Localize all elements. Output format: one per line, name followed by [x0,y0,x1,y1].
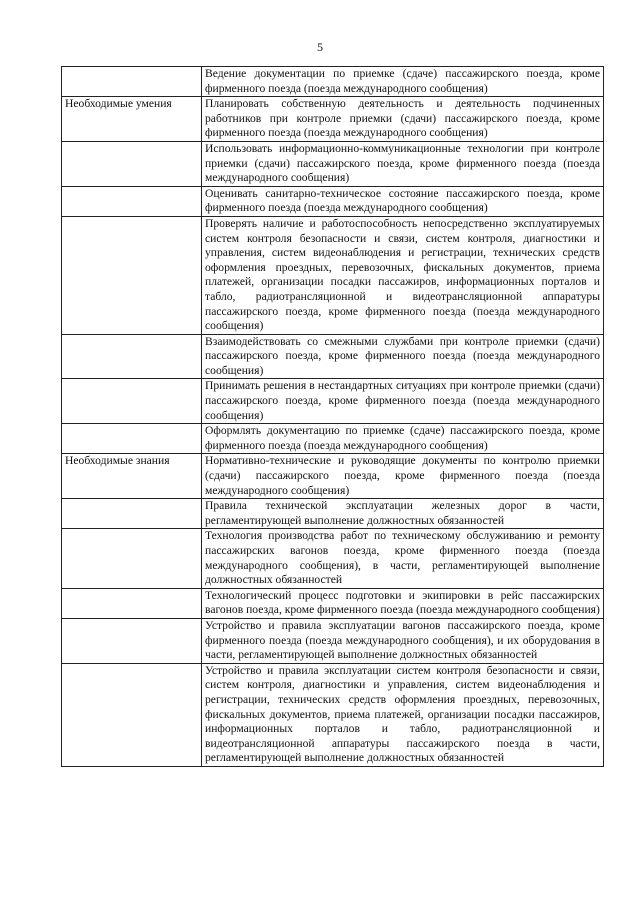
row-text-cell [202,216,604,334]
row-text-cell [202,663,604,766]
row-label-cell [62,663,202,766]
table-row [62,618,604,663]
row-label-cell [62,424,202,454]
row-text: Использовать информационно-коммуникационные технологии при контроле приемки (сдачи) пассажирского поезда, кроме фирменного поезда (поезда международного сообщения) [205,141,600,185]
row-text: Взаимодействовать со смежными службами при контроле приемки (сдачи) пассажирского поезда, кроме фирменного поезда (поезда международного сообщения) [205,334,600,377]
table-row [62,334,604,379]
row-label-cell [62,529,202,588]
row-label-cell [62,67,202,97]
row-label: Необходимые знания [65,454,170,468]
row-label-cell [62,618,202,663]
row-text-cell [202,334,604,379]
table-row [62,379,604,424]
row-text: Принимать решения в нестандартных ситуациях при контроле приемки (сдачи) пассажирского поезда, кроме фирменного поезда (поезда международного сообщения) [205,379,600,422]
row-text-cell [202,141,604,186]
row-text-cell [202,424,604,454]
table-row [62,663,604,766]
table-row [62,67,604,97]
row-label-cell [62,216,202,334]
table-row [62,424,604,454]
row-text-cell [202,97,604,142]
row-text: Устройство и правила эксплуатации вагонов пассажирского поезда, кроме фирменного поезда (поезда международного сообщения), и их оборудования в части, регламентирующей выполнение должностных обязанностей [205,618,600,662]
row-label-cell [62,334,202,379]
row-text-cell [202,454,604,499]
row-text: Оформлять документацию по приемке (сдаче) пассажирского поезда, кроме фирменного поезда (поезда международного сообщения) [205,424,600,452]
requirements-table [61,66,604,767]
row-text: Правила технической эксплуатации железных дорог в части, регламентирующей выполнение должностных обязанностей [205,499,600,527]
table-row [62,216,604,334]
table-row [62,454,604,499]
row-label-cell [62,379,202,424]
row-label-cell [62,588,202,618]
row-label-cell [62,141,202,186]
table-row [62,141,604,186]
row-text: Устройство и правила эксплуатации систем контроля безопасности и связи, систем контроля, диагностики и управления, систем видеонаблюдения и регистрации, технических средств оформления проездных, перевозочных, фискальных документов, приема платежей, организации посадки пассажиров, информационных порталов и табло, радиотрансляционной и видеотрансляционной аппаратуры пассажирского поезда в части, регламентирующей выполнение должностных обязанностей [205,663,600,765]
row-label-cell [62,454,202,499]
row-text: Проверять наличие и работоспособность непосредственно эксплуатируемых систем контроля безопасности и связи, систем контроля, диагностики и управления, систем видеонаблюдения и регистрации, технических средств оформления проездных, перевозочных, фискальных документов, приема платежей, организации посадки пассажиров, информационных порталов и табло, радиотрансляционной и видеотрансляционной аппаратуры пассажирского поезда, кроме фирменного поезда (поезда международного сообщения) [205,216,600,333]
table-row [62,186,604,216]
row-label-cell [62,97,202,142]
table-row [62,97,604,142]
row-text-cell [202,379,604,424]
row-text-cell [202,499,604,529]
row-label-cell [62,499,202,529]
row-label: Необходимые умения [65,97,172,111]
page-number: 5 [317,40,323,54]
row-text: Технологический процесс подготовки и экипировки в рейс пассажирских вагонов поезда, кроме фирменного поезда (поезда международного сообщения) [205,588,600,617]
table-row [62,588,604,618]
table-row [62,529,604,588]
row-text-cell [202,618,604,663]
row-text-cell [202,186,604,216]
row-text: Нормативно-технические и руководящие документы по контролю приемки (сдачи) пассажирского поезда, кроме фирменного поезда (поезда международного сообщения) [205,454,600,497]
row-text-cell [202,67,604,97]
row-text: Оценивать санитарно-техническое состояние пассажирского поезда, кроме фирменного поезда (поезда международного сообщения) [205,186,600,215]
row-text: Планировать собственную деятельность и деятельность подчиненных работников при контроле приемки (сдачи) пассажирского поезда, кроме фирменного поезда (поезда международного сообщения) [205,97,600,140]
row-text: Ведение документации по приемке (сдаче) пассажирского поезда, кроме фирменного поезда (поезда международного сообщения) [205,67,600,95]
row-label-cell [62,186,202,216]
row-text-cell [202,529,604,588]
row-text: Технология производства работ по техническому обслуживанию и ремонту пассажирских вагонов поезда, кроме фирменного поезда (поезда международного сообщения), в части, регламентирующей выполнение должностных обязанностей [205,529,600,587]
table-row [62,499,604,529]
row-text-cell [202,588,604,618]
